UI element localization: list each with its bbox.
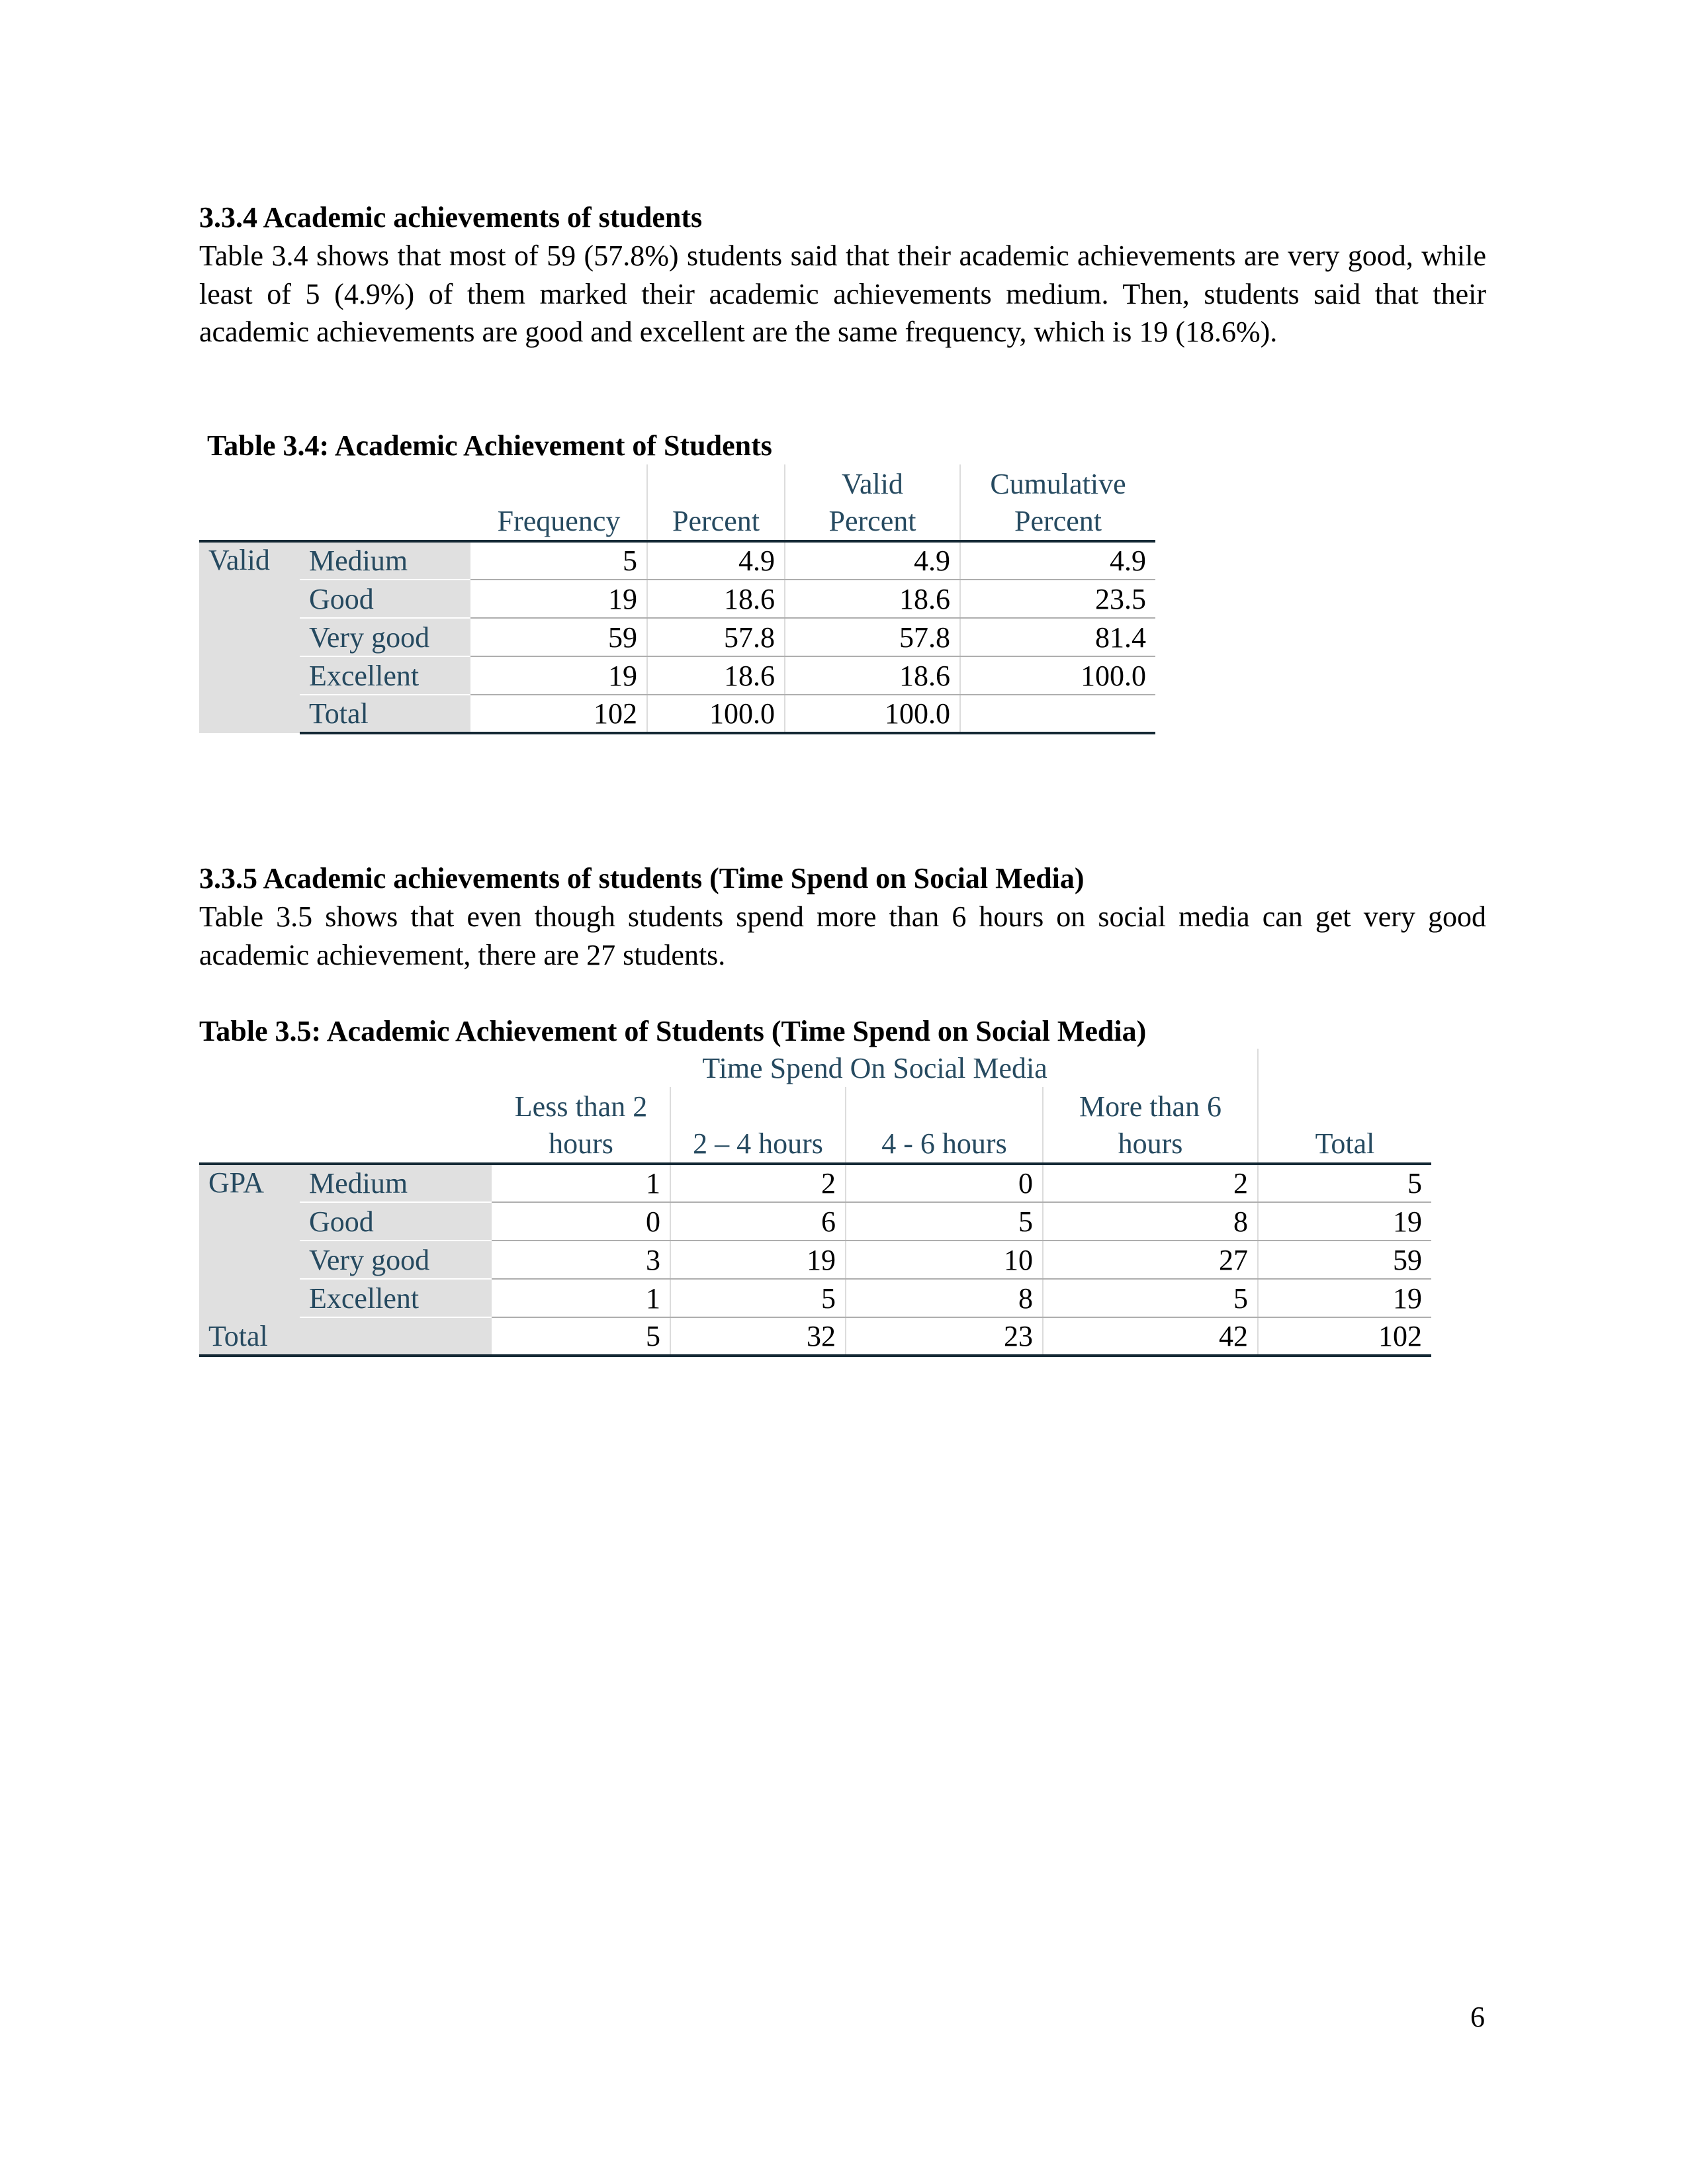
cell-less-than-2: 5 (492, 1317, 670, 1356)
cell-total: 19 (1258, 1279, 1431, 1317)
column-header-frequency: Frequency (470, 503, 647, 541)
cell-less-than-2: 1 (492, 1279, 670, 1317)
cell-less-than-2: 1 (492, 1164, 670, 1202)
column-header-total: Total (1315, 1127, 1375, 1160)
column-group-header: Time Spend On Social Media (492, 1049, 1258, 1087)
row-label: Very good (300, 618, 470, 656)
table-row (199, 1279, 1431, 1317)
table-row (199, 541, 1155, 580)
cell-less-than-2: 0 (492, 1202, 670, 1241)
table-header-row-line1 (199, 1087, 1431, 1125)
cell-total: 19 (1258, 1202, 1431, 1241)
table-row (199, 656, 1155, 695)
cell-valid-percent: 100.0 (785, 695, 960, 733)
cell-percent: 57.8 (647, 618, 785, 656)
cell-valid-percent: 4.9 (785, 541, 960, 580)
cell-more-than-6: 42 (1043, 1317, 1258, 1356)
table-row (199, 1202, 1431, 1241)
cell-frequency: 5 (470, 541, 647, 580)
row-label-total: Total (199, 1317, 492, 1356)
table-row (199, 1164, 1431, 1202)
header-blank (300, 1049, 492, 1087)
header-blank (300, 503, 470, 541)
cell-more-than-6: 5 (1043, 1279, 1258, 1317)
cell-percent: 18.6 (647, 656, 785, 695)
table-header-row-bottom (199, 503, 1155, 541)
header-blank (199, 1049, 300, 1087)
cell-2-4-hours: 32 (670, 1317, 846, 1356)
section-paragraph-3-3-5: Table 3.5 shows that even though students spend more than 6 hours on social media can get very good academic achievement, there are 27 students. (199, 900, 1486, 971)
row-label: Good (300, 1202, 492, 1241)
cell-2-4-hours: 19 (670, 1241, 846, 1279)
cell-more-than-6: 2 (1043, 1164, 1258, 1202)
cell-frequency: 19 (470, 656, 647, 695)
cell-2-4-hours: 6 (670, 1202, 846, 1241)
table-caption-3-4: Table 3.4: Academic Achievement of Students (207, 429, 772, 462)
page-number: 6 (1470, 2001, 1485, 2033)
cell-cumulative-percent (960, 695, 1155, 733)
column-header-valid-percent: Percent (785, 503, 960, 541)
cell-2-4-hours: 5 (670, 1279, 846, 1317)
table-row (199, 1241, 1431, 1279)
table-header-row-line2 (199, 1125, 1431, 1164)
cell-frequency: 19 (470, 580, 647, 618)
column-header-top (647, 464, 785, 503)
column-header-top (470, 464, 647, 503)
row-label: Medium (300, 541, 470, 580)
cell-4-6-hours: 5 (846, 1202, 1043, 1241)
header-blank (300, 1125, 492, 1164)
cell-more-than-6: 27 (1043, 1241, 1258, 1279)
table-row (199, 618, 1155, 656)
cell-more-than-6: 8 (1043, 1202, 1258, 1241)
cell-frequency: 59 (470, 618, 647, 656)
column-header-more-than-6-hours: hours (1043, 1125, 1258, 1164)
table-3-5 (199, 1049, 1431, 1357)
header-blank (199, 503, 300, 541)
column-header-percent: Percent (647, 503, 785, 541)
header-blank (1258, 1087, 1431, 1125)
row-label: Total (300, 695, 470, 733)
section-heading-3-3-5: 3.3.5 Academic achievements of students (Time Spend on Social Media) (199, 862, 1085, 895)
section-heading-3-3-4: 3.3.4 Academic achievements of students (199, 201, 703, 234)
cell-4-6-hours: 0 (846, 1164, 1043, 1202)
header-blank (199, 464, 300, 503)
header-blank (300, 464, 470, 503)
cell-4-6-hours: 23 (846, 1317, 1043, 1356)
column-header-top: Valid (785, 464, 960, 503)
row-label: Excellent (300, 1279, 492, 1317)
cell-total: 5 (1258, 1164, 1431, 1202)
header-blank (199, 1087, 300, 1125)
row-label: Very good (300, 1241, 492, 1279)
cell-total: 59 (1258, 1241, 1431, 1279)
header-blank (199, 1125, 300, 1164)
row-label: Medium (300, 1164, 492, 1202)
table-header-row-top (199, 464, 1155, 503)
cell-frequency: 102 (470, 695, 647, 733)
cell-4-6-hours: 10 (846, 1241, 1043, 1279)
section-paragraph-3-3-4: Table 3.4 shows that most of 59 (57.8%) students said that their academic achievements are very good, while least of 5 (4.9%) of them marked their academic achievements medium. Then, students said that their academic achievements are good and excellent are the same frequency, which is 19 (18.6%). (199, 240, 1486, 348)
column-header-4-6-hours: 4 - 6 hours (846, 1125, 1043, 1164)
cell-2-4-hours: 2 (670, 1164, 846, 1202)
header-blank (846, 1087, 1043, 1125)
table-caption-3-5: Table 3.5: Academic Achievement of Students (Time Spend on Social Media) (199, 1015, 1147, 1047)
table-row (199, 580, 1155, 618)
cell-percent: 100.0 (647, 695, 785, 733)
header-blank (300, 1087, 492, 1125)
cell-percent: 4.9 (647, 541, 785, 580)
cell-valid-percent: 57.8 (785, 618, 960, 656)
column-header-top: Cumulative (990, 468, 1126, 500)
cell-cumulative-percent: 100.0 (960, 656, 1155, 695)
column-header-cumulative-percent: Percent (1014, 505, 1102, 537)
header-blank (670, 1087, 846, 1125)
column-header-2-4-hours: 2 – 4 hours (670, 1125, 846, 1164)
column-header-less-than-2-hours: hours (492, 1125, 670, 1164)
cell-valid-percent: 18.6 (785, 580, 960, 618)
table-header-row-span (199, 1049, 1431, 1087)
column-header-less-than-2: Less than 2 (492, 1087, 670, 1125)
cell-valid-percent: 18.6 (785, 656, 960, 695)
cell-less-than-2: 3 (492, 1241, 670, 1279)
cell-cumulative-percent: 4.9 (960, 541, 1155, 580)
row-label: Good (300, 580, 470, 618)
cell-cumulative-percent: 23.5 (960, 580, 1155, 618)
table-3-4 (199, 464, 1155, 734)
cell-total: 102 (1258, 1317, 1431, 1356)
header-blank (1258, 1049, 1431, 1087)
cell-4-6-hours: 8 (846, 1279, 1043, 1317)
row-group-label: GPA (199, 1164, 300, 1317)
row-group-label: Valid (199, 541, 300, 733)
cell-cumulative-percent: 81.4 (960, 618, 1155, 656)
table-row-total (199, 695, 1155, 733)
table-row-total (199, 1317, 1431, 1356)
cell-percent: 18.6 (647, 580, 785, 618)
column-header-more-than-6: More than 6 (1043, 1087, 1258, 1125)
row-label: Excellent (300, 656, 470, 695)
